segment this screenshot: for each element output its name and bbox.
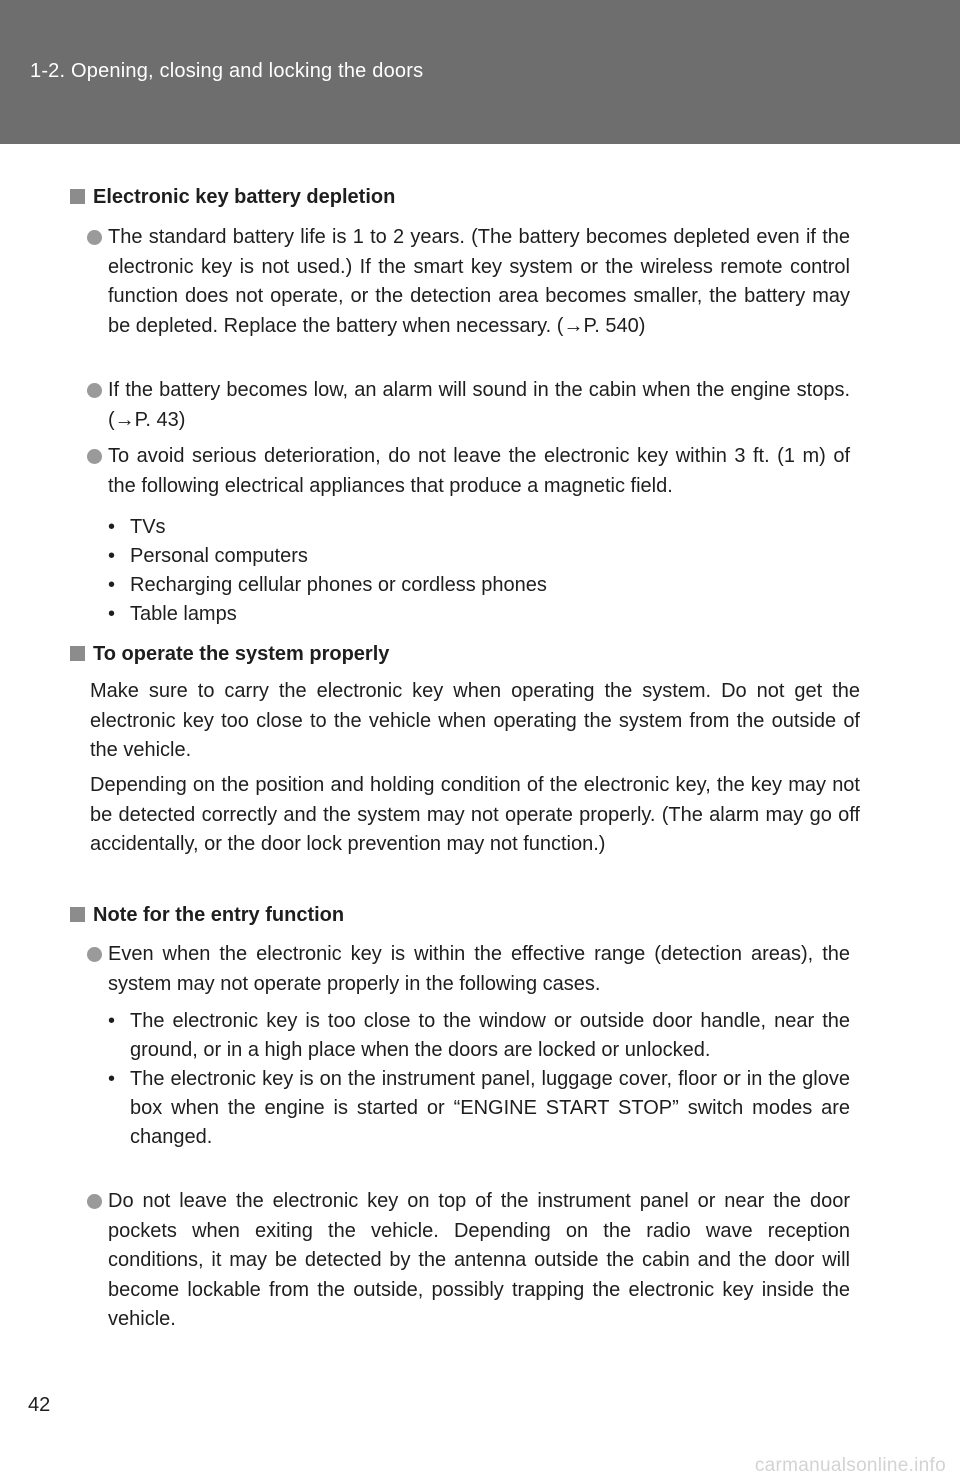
- appliance-list: [108, 513, 850, 629]
- paragraph-carry-key: Make sure to carry the electronic key when operating the system. Do not get the electronic key too close to the vehicle when operating the system from the outside of the vehicle.: [90, 680, 860, 761]
- paragraph-key-position: Depending on the position and holding condition of the electronic key, the key may not be detected correctly and the system may not operate properly. (The alarm may go off accidentally, or the door lock prevention may not function.): [90, 774, 860, 855]
- square-bullet-icon: [70, 189, 85, 204]
- bullet-instrument-panel: Do not leave the electronic key on top of the instrument panel or near the door pockets when exiting the vehicle. Depending on the radio wave reception conditions, it may be detected by the antenna outside the cabin and the door will become lockable from the outside, possibly trapping the electronic key inside the vehicle.: [87, 1187, 850, 1335]
- list-item: • Personal computers: [108, 542, 850, 571]
- square-bullet-icon: [70, 646, 85, 661]
- round-bullet-icon: [87, 230, 102, 245]
- list-item: • TVs: [108, 513, 850, 542]
- square-bullet-icon: [70, 907, 85, 922]
- section-title: 1-2. Opening, closing and locking the doors: [30, 60, 424, 82]
- header-bar: [0, 0, 960, 144]
- list-item: • The electronic key is on the instrument panel, luggage cover, floor or in the glove box when the engine is started or “ENGINE START STOP” switch modes are changed.: [108, 1065, 850, 1152]
- bullet-low-battery-alarm: If the battery becomes low, an alarm will sound in the cabin when the engine stops. (→P. 43): [87, 376, 850, 435]
- page-number: 42: [28, 1394, 51, 1416]
- bullet-effective-range: Even when the electronic key is within the effective range (detection areas), the system may not operate properly in the following cases.: [87, 940, 850, 999]
- bullet-avoid-deterioration: To avoid serious deterioration, do not leave the electronic key within 3 ft. (1 m) of the following electrical appliances that produce a magnetic field.: [87, 442, 850, 501]
- round-bullet-icon: [87, 383, 102, 398]
- round-bullet-icon: [87, 1194, 102, 1209]
- heading-operate-properly: To operate the system properly: [70, 640, 389, 668]
- list-item: • The electronic key is too close to the window or outside door handle, near the ground, or in a high place when the doors are locked or unlocked.: [108, 1007, 850, 1065]
- bullet-battery-life: The standard battery life is 1 to 2 years. (The battery becomes depleted even if the electronic key is not used.) If the smart key system or the wireless remote control function does not operate, or the detection area becomes smaller, the battery may be depleted. Replace the battery when necessary. (→P. 540): [87, 223, 850, 341]
- watermark: carmanualsonline.info: [754, 1455, 946, 1476]
- list-item: • Table lamps: [108, 600, 850, 629]
- round-bullet-icon: [87, 449, 102, 464]
- heading-battery-depletion: Electronic key battery depletion: [70, 183, 395, 211]
- list-item: • Recharging cellular phones or cordless phones: [108, 571, 850, 600]
- round-bullet-icon: [87, 947, 102, 962]
- case-list: [108, 1007, 850, 1152]
- heading-entry-function: Note for the entry function: [70, 901, 344, 929]
